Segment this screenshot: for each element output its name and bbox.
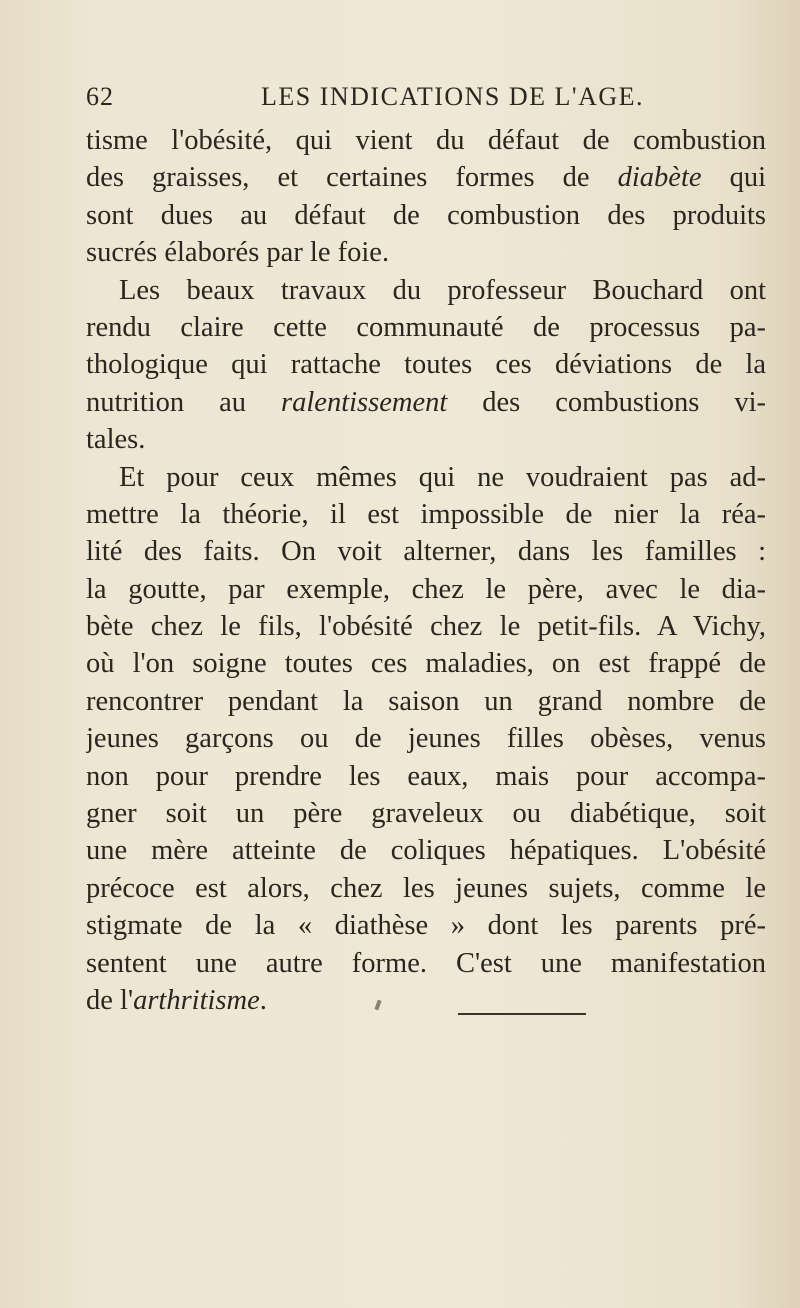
text-run: sont dues au défaut de combustion des produits	[86, 199, 766, 231]
text-run: gner soit un père graveleux ou diabétique, soit	[86, 798, 766, 830]
text-run: Et pour ceux mêmes qui ne voudraient pas ad-	[119, 461, 766, 493]
body-text	[86, 122, 766, 1019]
section-end-rule	[458, 1013, 586, 1015]
text-run: thologique qui rattache toutes ces déviations de la	[86, 349, 766, 381]
page-number: 62	[86, 82, 114, 111]
text-line	[86, 159, 766, 196]
text-run: des graisses, et certaines formes de	[86, 162, 618, 194]
text-line	[86, 533, 766, 570]
text-line	[86, 982, 766, 1019]
text-line	[86, 645, 766, 682]
text-line	[86, 832, 766, 869]
text-run: .	[259, 984, 267, 1016]
text-run: sucrés élaborés par le foie.	[86, 237, 390, 269]
text-run: nutrition au	[86, 386, 282, 418]
text-run: Les beaux travaux du professeur Bouchard ont	[119, 274, 766, 306]
text-run: où l'on soigne toutes ces maladies, on est frappé de	[86, 648, 766, 680]
text-line	[86, 459, 766, 496]
text-line	[86, 272, 766, 309]
text-line	[86, 907, 766, 944]
text-run: bète chez le fils, l'obésité chez le petit-fils. A Vichy,	[86, 611, 766, 643]
page-header	[86, 82, 766, 112]
text-line	[86, 309, 766, 346]
text-run: stigmate de la « diathèse » dont les parents pré-	[86, 910, 766, 942]
text-line	[86, 122, 766, 159]
text-line	[86, 421, 766, 458]
italic-term: diabète	[617, 162, 702, 194]
text-line	[86, 758, 766, 795]
text-line	[86, 571, 766, 608]
text-line	[86, 496, 766, 533]
text-run: jeunes garçons ou de jeunes filles obèses, venus	[86, 723, 766, 755]
text-line	[86, 197, 766, 234]
text-run: une mère atteinte de coliques hépatiques. L'obésité	[86, 835, 766, 867]
italic-term: ralentissement	[281, 386, 448, 418]
text-line	[86, 234, 766, 271]
italic-term: arthritisme	[133, 984, 260, 1016]
text-run: sentent une autre forme. C'est une manifestation	[86, 947, 766, 979]
text-run: tales.	[86, 424, 146, 456]
text-run: non pour prendre les eaux, mais pour accompa-	[86, 760, 766, 792]
text-run: qui	[701, 162, 766, 194]
text-run: mettre la théorie, il est impossible de nier la réa-	[86, 498, 766, 530]
text-line	[86, 945, 766, 982]
text-line	[86, 720, 766, 757]
text-run: tisme l'obésité, qui vient du défaut de combustion	[86, 125, 766, 156]
text-line	[86, 683, 766, 720]
running-head: LES INDICATIONS DE L'AGE.	[261, 82, 645, 111]
text-line	[86, 795, 766, 832]
text-run: des combustions vi-	[447, 386, 766, 418]
text-line	[86, 870, 766, 907]
text-run: la goutte, par exemple, chez le père, avec le dia-	[86, 573, 766, 605]
text-run: lité des faits. On voit alterner, dans les familles :	[86, 536, 766, 568]
text-run: rendu claire cette communauté de processus pa-	[86, 311, 766, 343]
text-line	[86, 384, 766, 421]
text-line	[86, 346, 766, 383]
text-run: précoce est alors, chez les jeunes sujets, comme le	[86, 872, 766, 904]
text-run: de l'	[86, 984, 134, 1016]
text-line	[86, 608, 766, 645]
text-run: rencontrer pendant la saison un grand nombre de	[86, 685, 766, 717]
